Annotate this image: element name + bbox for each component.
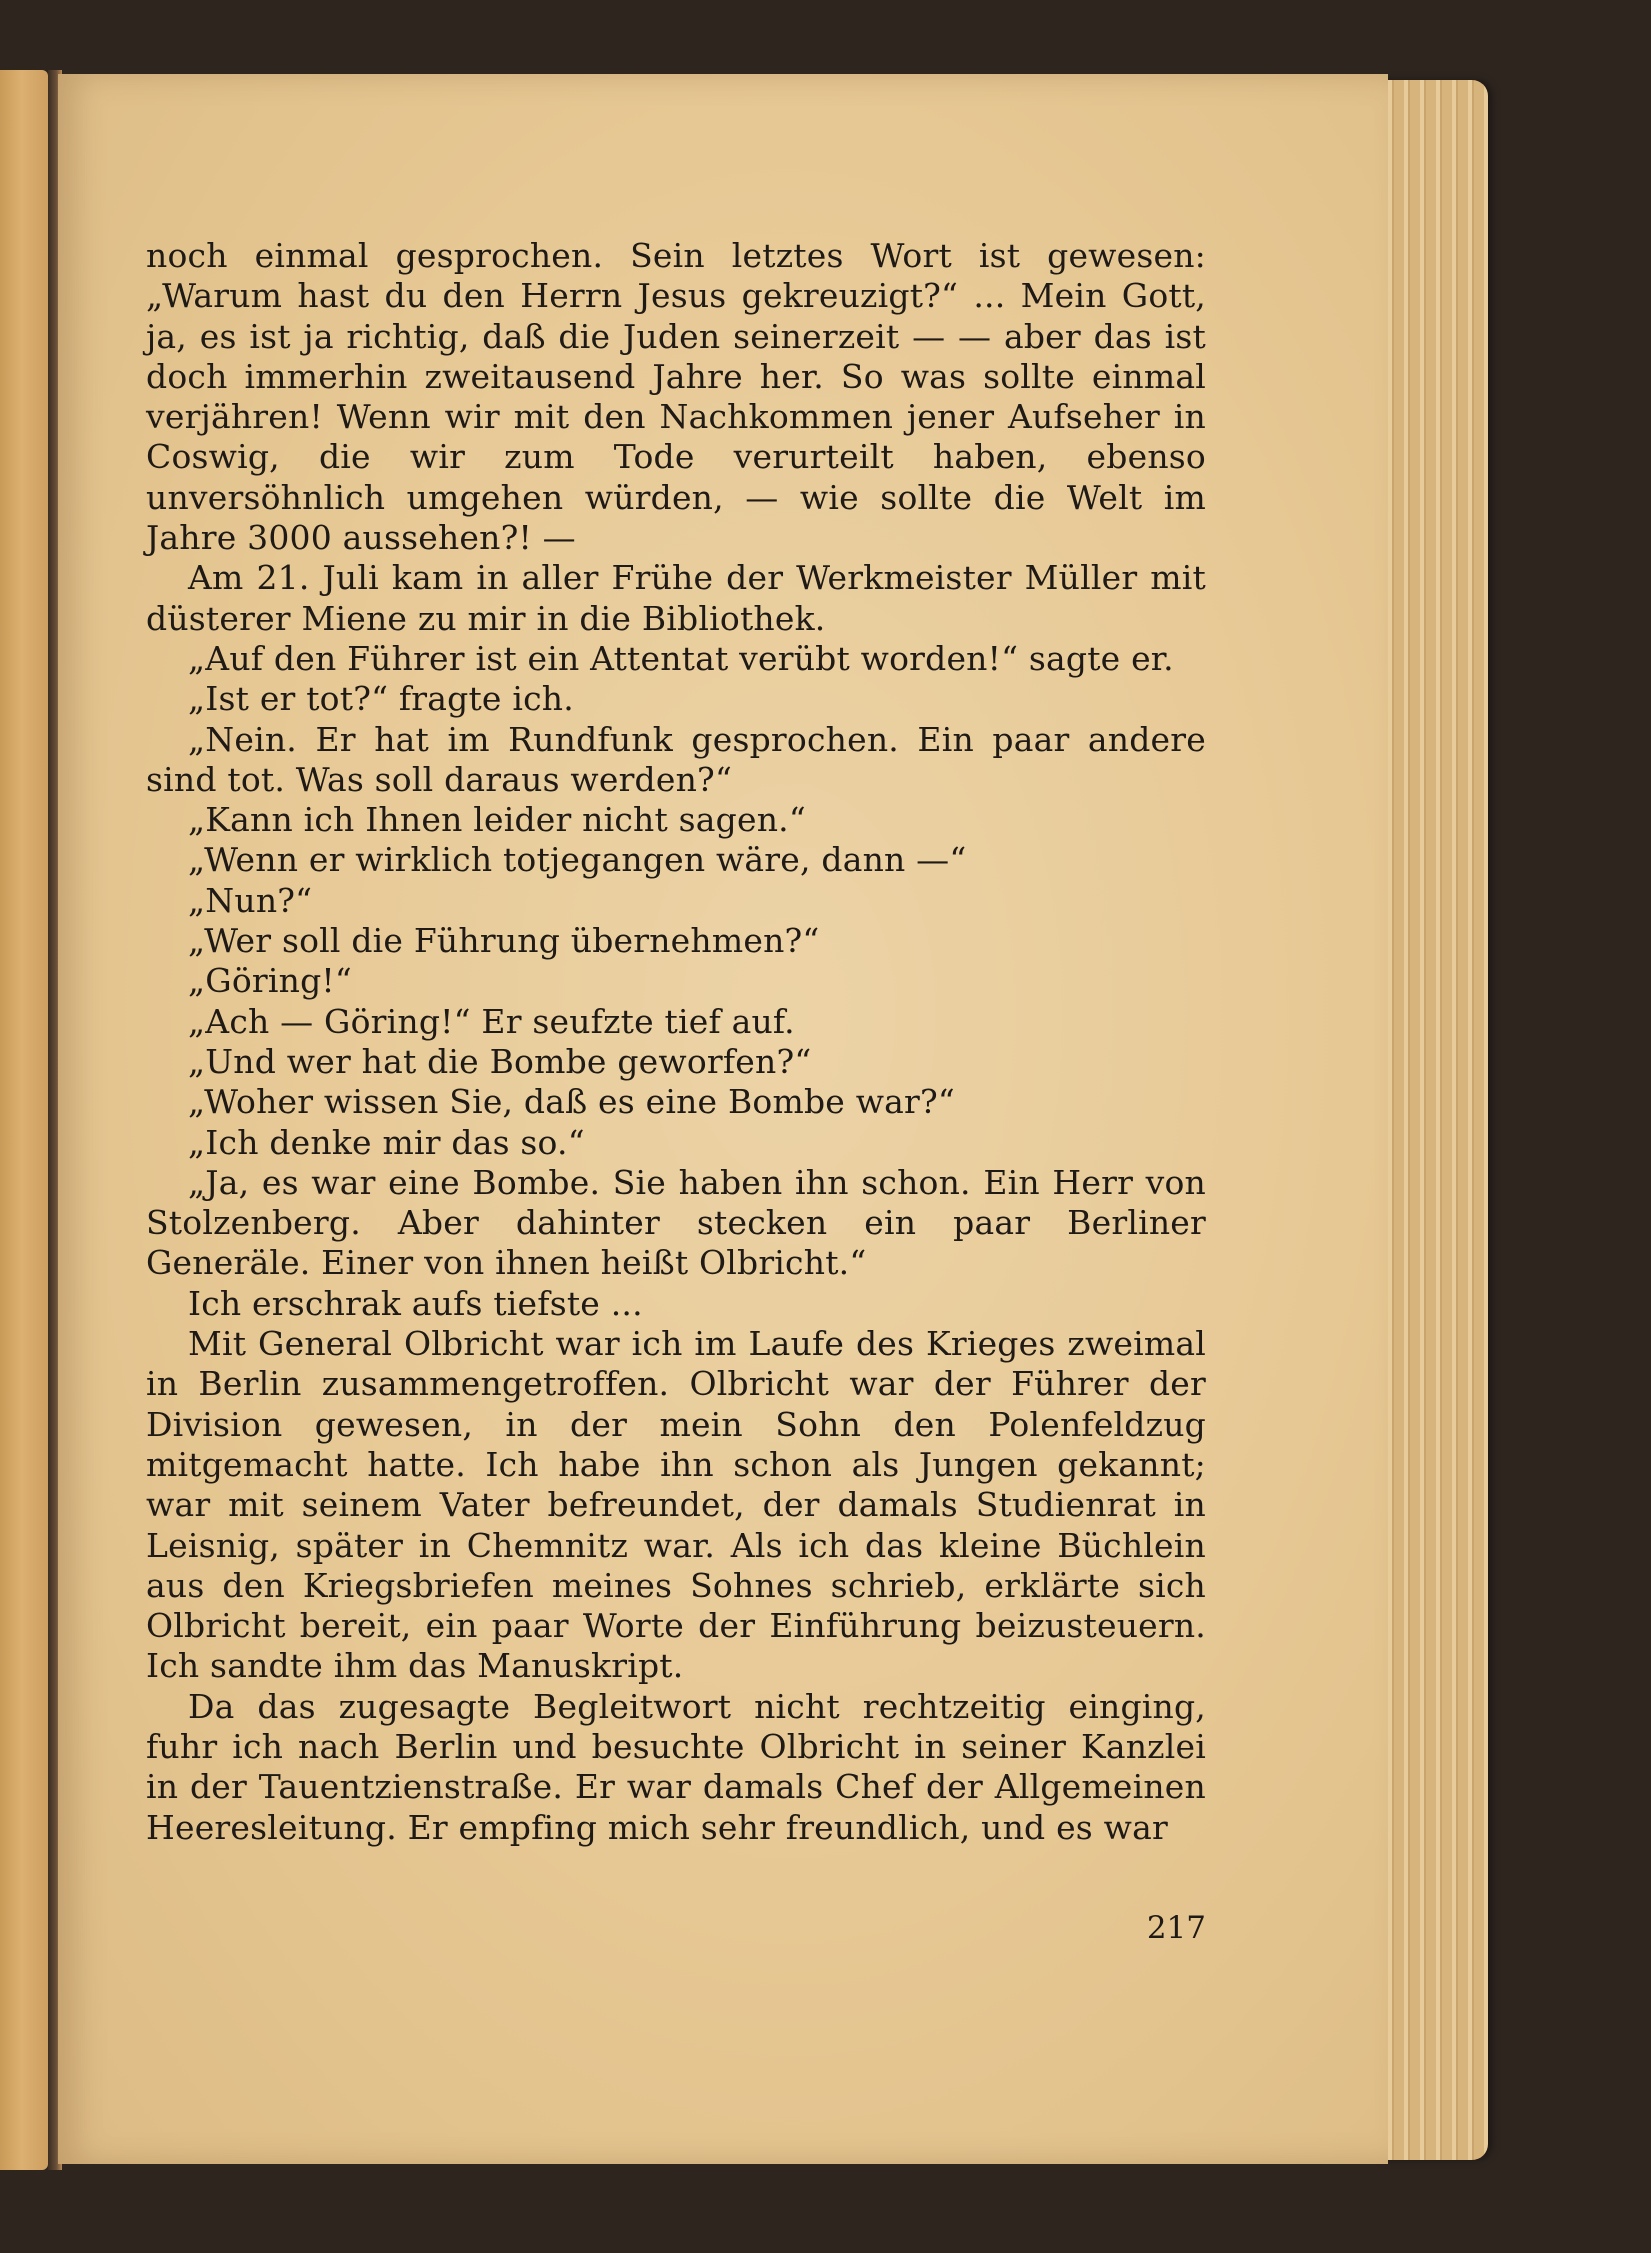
- paragraph-17: Da das zugesagte Begleitwort nicht rechtzeitig einging, fuhr ich nach Berlin und besuchte Olbricht in seiner Kanzlei in der Tauentzienstraße. Er war damals Chef der Allgemeinen Heeresleitung. Er empfing mich sehr freundlich, und es war: [146, 1686, 1206, 1847]
- paragraph-9: „Göring!“: [188, 961, 352, 1001]
- paragraph-7: „Nun?“: [188, 880, 313, 920]
- previous-page-edge: [0, 70, 48, 2170]
- paragraph-10: „Ach — Göring!“ Er seufzte tief auf.: [188, 1001, 795, 1041]
- paragraph-0: noch einmal gesprochen. Sein letztes Wort ist gewesen: „Warum hast du den Herrn Jesus gekreuzigt?“ ... Mein Gott, ja, es ist ja richtig, daß die Juden seinerzeit — — aber das ist doch immerhin zweitausend Jahre her. So was sollte einmal verjähren! Wenn wir mit den Nachkommen jener Aufseher in Coswig, die wir zum Tode verurteilt haben, ebenso unversöhnlich umgehen würden, — wie sollte die Welt im Jahre 3000 aussehen?! —: [146, 236, 1206, 558]
- paragraph-14: „Ja, es war eine Bombe. Sie haben ihn schon. Ein Herr von Stolzenberg. Aber dahinter stecken ein paar Berliner Generäle. Einer von ihnen heißt Olbricht.“: [146, 1162, 1206, 1283]
- paragraph-6: „Wenn er wirklich totjegangen wäre, dann —“: [188, 840, 967, 880]
- paragraph-11: „Und wer hat die Bombe geworfen?“: [188, 1041, 812, 1081]
- paragraph-15: Ich erschrak aufs tiefste ...: [188, 1283, 643, 1323]
- page-number: 217: [1146, 1910, 1206, 1946]
- paragraph-13: „Ich denke mir das so.“: [188, 1122, 585, 1162]
- paragraph-2: „Auf den Führer ist ein Attentat verübt worden!“ sagte er.: [188, 638, 1174, 678]
- paragraph-3: „Ist er tot?“ fragte ich.: [188, 679, 574, 719]
- paragraph-1: Am 21. Juli kam in aller Frühe der Werkmeister Müller mit düsterer Miene zu mir in die Bibliothek.: [146, 558, 1206, 638]
- paragraph-8: „Wer soll die Führung übernehmen?“: [188, 921, 820, 961]
- page-edges-stack: [1378, 80, 1488, 2160]
- paragraph-16: Mit General Olbricht war ich im Laufe des Krieges zweimal in Berlin zusammengetroffen. Olbricht war der Führer der Division gewesen, in der mein Sohn den Polenfeldzug mitgemacht hatte. Ich habe ihn schon als Jungen gekannt; war mit seinem Vater befreundet, der damals Studienrat in Leisnig, später in Chemnitz war. Als ich das kleine Büchlein aus den Kriegsbriefen meines Sohnes schrieb, erklärte sich Olbricht bereit, ein paar Worte der Einführung beizusteuern. Ich sandte ihm das Manuskript.: [146, 1324, 1206, 1686]
- paragraph-12: „Woher wissen Sie, daß es eine Bombe war?“: [188, 1082, 955, 1122]
- page-body-text: [146, 236, 1206, 1848]
- paragraph-5: „Kann ich Ihnen leider nicht sagen.“: [188, 800, 806, 840]
- paragraph-4: „Nein. Er hat im Rundfunk gesprochen. Ein paar andere sind tot. Was soll daraus werden?“: [146, 719, 1206, 799]
